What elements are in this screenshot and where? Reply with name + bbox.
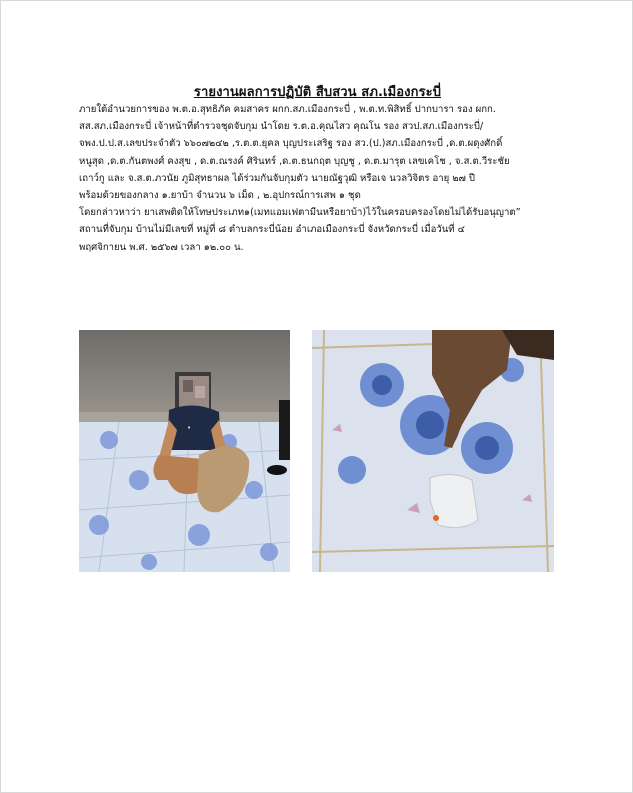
paragraph-line: หนูสุด ,ด.ต.กันตพงศ์ คงสุข , ด.ต.ณรงค์ ศิรินทร์ ,ด.ต.ธนกฤต บุญชู , ด.ต.มารุต เลขเคโช , จ.ส.ต.วีระชัย [79,155,510,167]
paragraph-line: เถาว์กู และ จ.ส.ต.ภวนัย ภูมิสุทธาผล ได้ร่วมกันจับกุมตัว นายณัฐวุฒิ หรือเจ นวลวิจิตร อายุ ๒๗ ปี [79,172,476,184]
svg-text:•: • [187,424,192,432]
paragraph-line: พฤศจิกายน พ.ศ. ๒๕๖๗ เวลา ๑๒.๐๐ น. [79,241,244,253]
paragraph-line: ภายใต้อำนวยการของ พ.ต.อ.สุทธิภัค คมสาคร ผกก.สภ.เมืองกระบี่ , พ.ต.ท.พิสิทธิ์ ปากบารา รอง ผกก. [79,104,496,115]
paragraph-line: โดยกล่าวหาว่า ยาเสพติดให้โทษประเภท๑(เมทแอมเฟตามีนหรือยาบ้า)ไว้ในครอบครองโดยไม่ได้รับอนุญาต” [79,207,521,219]
report-body [79,101,559,256]
paragraph-line: พร้อมด้วยของกลาง ๑.ยาบ้า จำนวน ๖ เม็ด , ๒.อุปกรณ์การเสพ ๑ ชุด [79,190,361,202]
report-title: รายงานผลการปฏิบัติ สืบสวน สภ.เมืองกระบี่ [193,85,442,100]
suspect-photo [79,330,290,572]
paragraph-line: จพง.ป.ป.ส.เลขประจำตัว ๖๖๐๗๒๔๒ ,ร.ต.ต.ยุคล บุญประเสริฐ รอง สว.(ป.)สภ.เมืองกระบี่ ,ด.ต.ผดุงศักดิ์ [79,138,503,150]
paragraph-line: สส.สภ.เมืองกระบี่ เจ้าหน้าที่ตำรวจชุดจับกุม นำโดย ร.ต.อ.คุณไสว คุณโน รอง สวป.สภ.เมืองกระบี่/ [79,121,484,133]
paragraph-line: สถานที่จับกุม บ้านไม่มีเลขที่ หมู่ที่ ๘ ตำบลกระบี่น้อย อำเภอเมืองกระบี่ จังหวัดกระบี่ เมื่อวันที่ ๔ [79,224,465,236]
evidence-photo [312,330,554,572]
